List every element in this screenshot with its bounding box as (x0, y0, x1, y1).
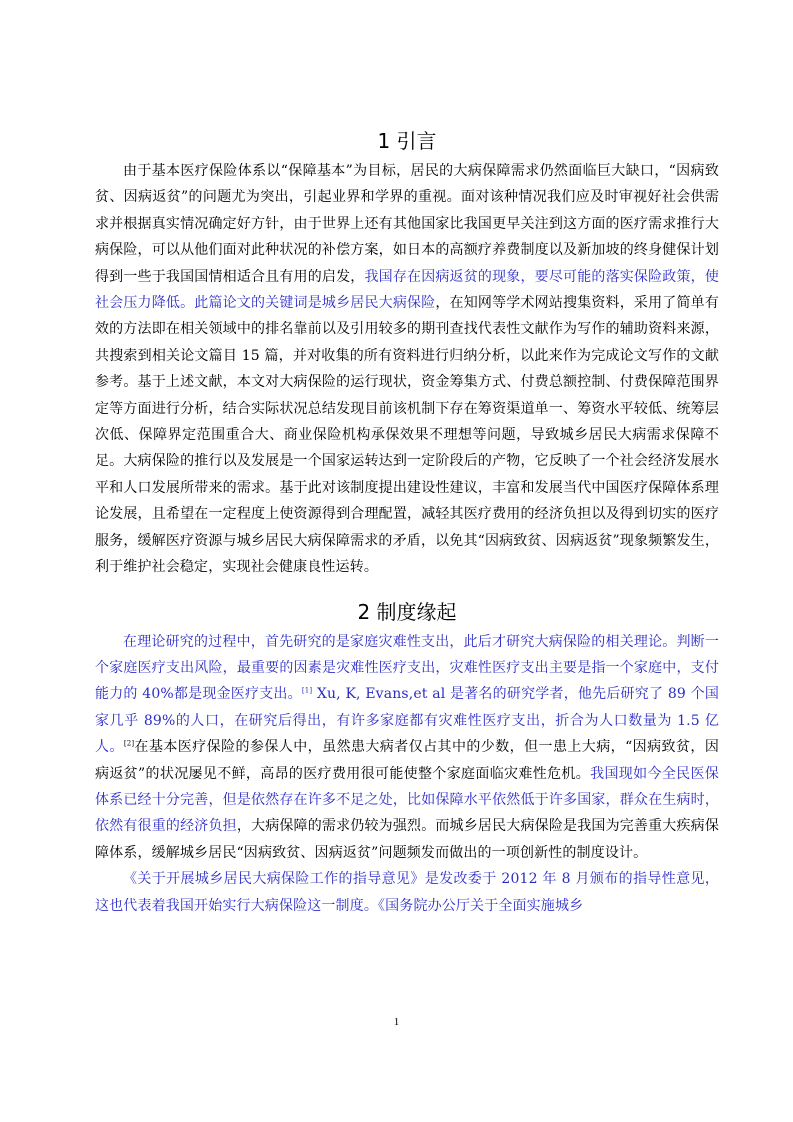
text-segment: ，在知网等学术网站搜集资料，采用了简单有效的方法即在相关领域中的排名靠前以及引用较多的期刊查找代表性文献作为写作的辅助资料来源，共搜索到相关论文篇目 15 篇，并对收集的所有资料进行归纳分析，以此来作为完成论文写作的文献参考。基于上述文献，本文对大病保险的运行现状，资金筹集方式、付费总额控制、付费保障范围界定等方面进行分析，结合实际状况总结发现目前该机制下存在筹资渠道单一、筹资水平较低、统筹层次低、保障界定范围重合大、商业保险机构承保效果不理想等问题，导致城乡居民大病需求保障不足。大病保险的推行以及发展是一个国家运转达到一定阶段后的产物，它反映了一个社会经济发展水平和人口发展所带来的需求。基于此对该制度提出建设性建议，丰富和发展当代中国医疗保障体系理论发展，且希望在一定程度上使资源得到合理配置，减轻其医疗费用的经济负担以及得到切实的医疗服务，缓解医疗资源与城乡居民大病保障需求的矛盾，以免其“因病致贫、因病返贫”现象频繁发生，利于维护社会稳定，实现社会健康良性运转。 (95, 295, 719, 576)
text-segment: 由于基本医疗保险体系以“保障基本”为目标，居民的大病保障需求仍然面临巨大缺口，“因病致贫、因病返贫”的问题尤为突出，引起业界和学界的重视。面对该种情况我们应及时审视好社会供需求并根据真实情况确定好方针，由于世界上还有其他国家比我国更早关注到这方面的医疗需求推行大病保险，可以从他们面对此种状况的补偿方案，如日本的高额疗养费制度以及新加坡的终身健保计划得到一些于我国国情相适合且有用的启发， (95, 163, 719, 285)
highlighted-text-segment: 我国现如今全民医保体系已经十分完善，但是依然存在许多不足之处，比如保障水平依然低于许多国家，群众在生病时，依然有很重的经济负担 (95, 765, 719, 835)
citation-reference-2: [2] (123, 739, 135, 748)
highlighted-text-segment: Xu, K, Evans,et al 是著名的研究学者，他先后研究了 89 个国家几乎 89%的人口，在研究后得出，有许多家庭都有灾难性医疗支出，折合为人口数量为 1.5 亿人。 (95, 686, 720, 756)
highlighted-text-segment: 在理论研究的过程中，首先研究的是家庭灾难性支出，此后才研究大病保险的相关理论。判断一个家庭医疗支出风险，最重要的因素是灾难性医疗支出，灾难性医疗支出主要是指一个家庭中，支付能力的 40%都是现金医疗支出。 (95, 633, 719, 703)
highlighted-text-segment: 我国存在因病返贫的现象，要尽可能的落实保险政策，使社会压力降低。此篇论文的关键词是城乡居民大病保险 (95, 268, 719, 312)
page-number: 1 (393, 1016, 400, 1028)
section-title-introduction: 1 引言 (377, 129, 437, 153)
page-content (95, 124, 719, 919)
paragraph-introduction (95, 158, 719, 581)
section-introduction (95, 124, 719, 581)
text-segment: 在基本医疗保险的参保人中，虽然患大病者仅占其中的少数，但一患上大病，“因病致贫，因病返贫”的状况屡见不鲜，高昂的医疗费用很可能使整个家庭面临灾难性危机。 (95, 739, 719, 782)
citation-reference-1: [1] (301, 686, 313, 695)
paragraph-system-origin-1 (95, 629, 719, 867)
text-segment: ，大病保障的需求仍较为强烈。而城乡居民大病保险是我国为完善重大疾病保障体系，缓解城乡居民“因病致贫、因病返贫”问题频发而做出的一项创新性的制度设计。 (95, 818, 719, 861)
section-system-origin (95, 595, 719, 919)
section-title-system-origin: 2 制度缘起 (357, 599, 457, 624)
paragraph-system-origin-2: 《关于开展城乡居民大病保险工作的指导意见》是发改委于 2012 年 8 月颁布的指导性意见，这也代表着我国开始实行大病保险这一制度。《国务院办公厅关于全面实施城乡 (95, 871, 719, 914)
